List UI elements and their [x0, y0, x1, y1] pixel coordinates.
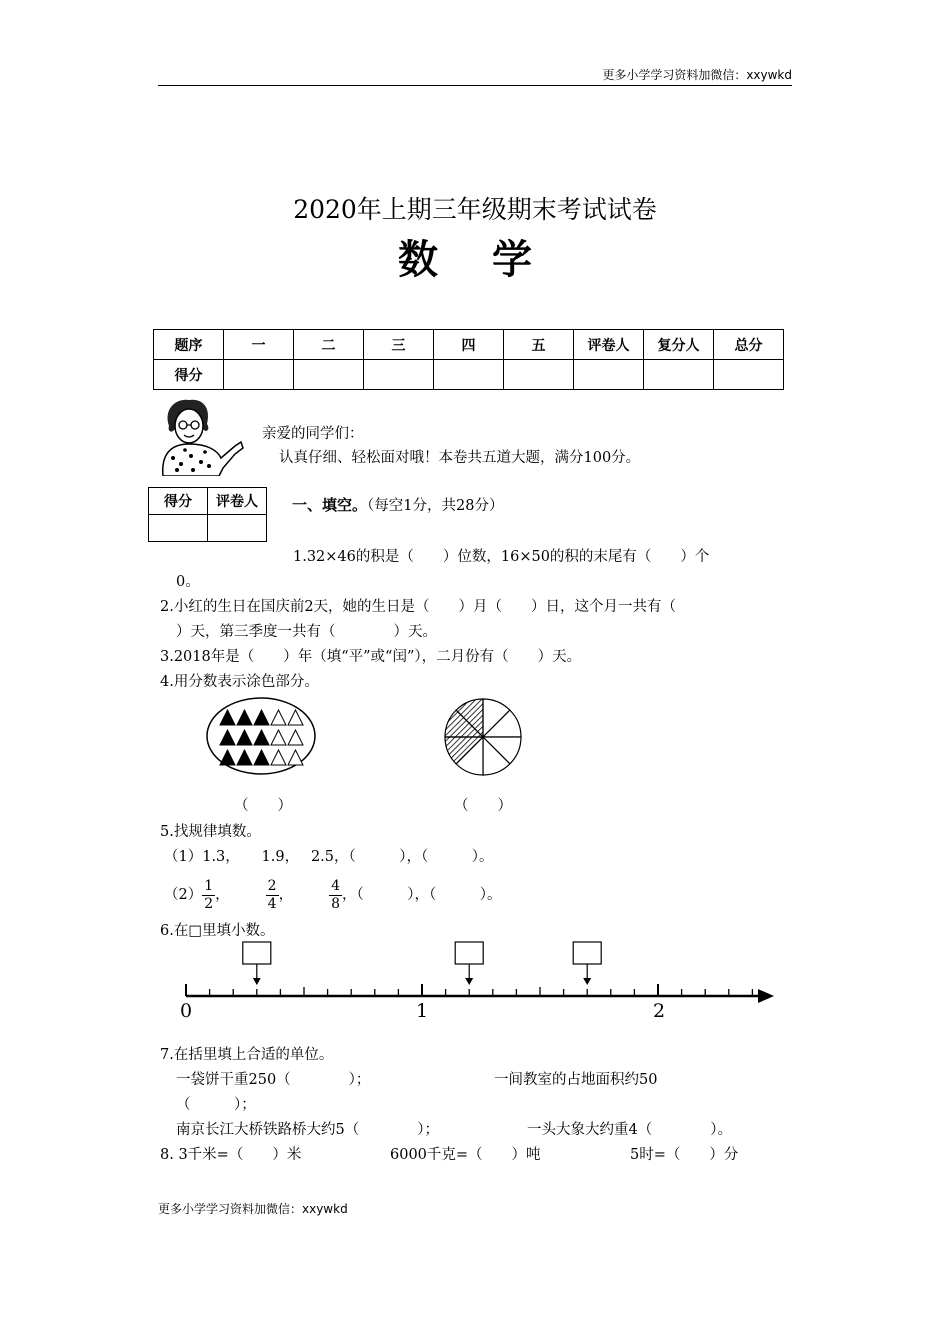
number-line	[170, 938, 790, 1028]
score-header-cell: 复分人	[644, 330, 714, 360]
question-8-item-b: 6000千克=（ ）吨	[390, 1147, 541, 1163]
arrow-down-icon	[583, 978, 591, 985]
answer-box[interactable]	[455, 942, 483, 964]
exam-title: 2020年上期三年级期末考试试卷	[293, 195, 657, 224]
axis-label-0: 0	[180, 1000, 193, 1022]
question-2-line1: 2.小红的生日在国庆前2天，她的生日是（ ）月（ ）日，这个月一共有（	[160, 599, 677, 615]
score-cell[interactable]	[714, 360, 784, 390]
greeting-line1: 亲爱的同学们：	[262, 426, 364, 442]
triangle-oval-figure	[204, 694, 324, 779]
score-header-cell: 一	[224, 330, 294, 360]
fraction-denominator: 2	[204, 895, 214, 912]
score-header-cell: 五	[504, 330, 574, 360]
axis-label-2: 2	[653, 1000, 666, 1022]
filled-triangle	[237, 710, 252, 725]
score-header-cell: 三	[364, 330, 434, 360]
fraction-2-4	[266, 878, 279, 913]
score-table-header-row	[154, 330, 784, 360]
grade-box-score-label: 得分	[149, 488, 208, 515]
answer-box[interactable]	[243, 942, 271, 964]
score-cell[interactable]	[644, 360, 714, 390]
score-cell[interactable]	[224, 360, 294, 390]
question-5: 5.找规律填数。	[160, 824, 261, 840]
filled-triangle	[220, 730, 235, 745]
arrow-down-icon	[253, 978, 261, 985]
answer-box[interactable]	[573, 942, 601, 964]
question-5-part2-tail: ，（ ），（ ）。	[342, 887, 502, 903]
question-4-answer-blank-1[interactable]: （ ）	[234, 798, 292, 814]
shaded-circle-figure	[440, 694, 526, 780]
question-7: 7.在括里填上合适的单位。	[160, 1047, 334, 1063]
section1-note: （每空1分，共28分）	[367, 498, 504, 514]
footer-note: 更多小学学习资料加微信：xxywkd	[158, 1202, 348, 1216]
score-cell[interactable]	[504, 360, 574, 390]
empty-triangle	[288, 710, 303, 725]
question-2-line2: ）天，第三季度一共有（ ）天。	[176, 624, 437, 640]
empty-triangle	[271, 750, 286, 765]
filled-triangle	[220, 710, 235, 725]
question-8-item-a: 8. 3千米=（ ）米	[160, 1147, 302, 1163]
fraction-numerator: 2	[267, 877, 277, 894]
section1-title: 一、填空。	[292, 496, 368, 514]
question-4: 4.用分数表示涂色部分。	[160, 674, 319, 690]
score-header-cell: 二	[294, 330, 364, 360]
score-cell[interactable]	[574, 360, 644, 390]
fraction-numerator: 1	[204, 877, 214, 894]
teacher-illustration	[155, 398, 247, 476]
filled-triangle	[237, 750, 252, 765]
question-8-item-c: 5时=（ ）分	[630, 1147, 739, 1163]
fraction-1-2	[202, 878, 215, 913]
score-cell[interactable]	[434, 360, 504, 390]
grade-box-grader-label: 评卷人	[208, 488, 267, 515]
header-note: 更多小学学习资料加微信：xxywkd	[602, 68, 792, 82]
grade-box-score-cell[interactable]	[149, 515, 208, 542]
question-7-item-d: 一头大象大约重4（ ）。	[527, 1122, 732, 1138]
question-7-item-c: 南京长江大桥铁路桥大约5（ ）；	[176, 1122, 439, 1138]
header-divider	[158, 85, 792, 86]
empty-triangle	[271, 710, 286, 725]
filled-triangle	[237, 730, 252, 745]
question-1-line1: 1.32×46的积是（ ）位数，16×50的积的末尾有（ ）个	[293, 549, 710, 565]
question-5-part2-label: （2）	[164, 887, 203, 903]
arrow-down-icon	[465, 978, 473, 985]
score-table-score-row	[154, 360, 784, 390]
question-4-answer-blank-2[interactable]: （ ）	[454, 798, 512, 814]
empty-triangle	[288, 750, 303, 765]
filled-triangle	[254, 710, 269, 725]
score-header-cell: 总分	[714, 330, 784, 360]
filled-triangle	[254, 730, 269, 745]
score-table	[153, 329, 784, 390]
question-5-part2: （2） $\frac{1}{2}$ ， $\frac{2}{4}$ ， $\frac{4}{8}$ ，（ ），（ ）。	[164, 877, 502, 912]
axis-label-1: 1	[416, 1000, 429, 1022]
subject-title: 数 学	[398, 236, 552, 283]
score-header-cell: 四	[434, 330, 504, 360]
empty-triangle	[271, 730, 286, 745]
score-cell[interactable]	[364, 360, 434, 390]
fraction-numerator: 4	[331, 877, 340, 894]
greeting-line2: 认真仔细、轻松面对哦！本卷共五道大题，满分100分。	[279, 450, 641, 466]
question-7-item-b: 一间教室的占地面积约50	[494, 1072, 658, 1088]
question-3: 3.2018年是（ ）年（填“平”或“闰”），二月份有（ ）天。	[160, 649, 582, 665]
question-1-line2: 0。	[176, 574, 200, 590]
score-row-label: 得分	[154, 360, 224, 390]
filled-triangle	[220, 750, 235, 765]
question-5-part1: （1）1.3， 1.9， 2.5，（ ），（ ）。	[164, 849, 494, 865]
score-header-cell: 评卷人	[574, 330, 644, 360]
question-7-item-a: 一袋饼干重250（ ）；	[176, 1072, 371, 1088]
fraction-denominator: 4	[267, 895, 277, 912]
fraction-4-8	[329, 878, 342, 913]
question-7-item-b-blank: （ ）；	[176, 1097, 256, 1113]
score-header-cell: 题序	[154, 330, 224, 360]
grade-box	[148, 487, 267, 542]
section1-heading	[292, 494, 503, 515]
question-6: 6.在□里填小数。	[160, 923, 275, 939]
fraction-denominator: 8	[331, 895, 340, 912]
score-cell[interactable]	[294, 360, 364, 390]
filled-triangle	[254, 750, 269, 765]
empty-triangle	[288, 730, 303, 745]
grade-box-grader-cell[interactable]	[208, 515, 267, 542]
